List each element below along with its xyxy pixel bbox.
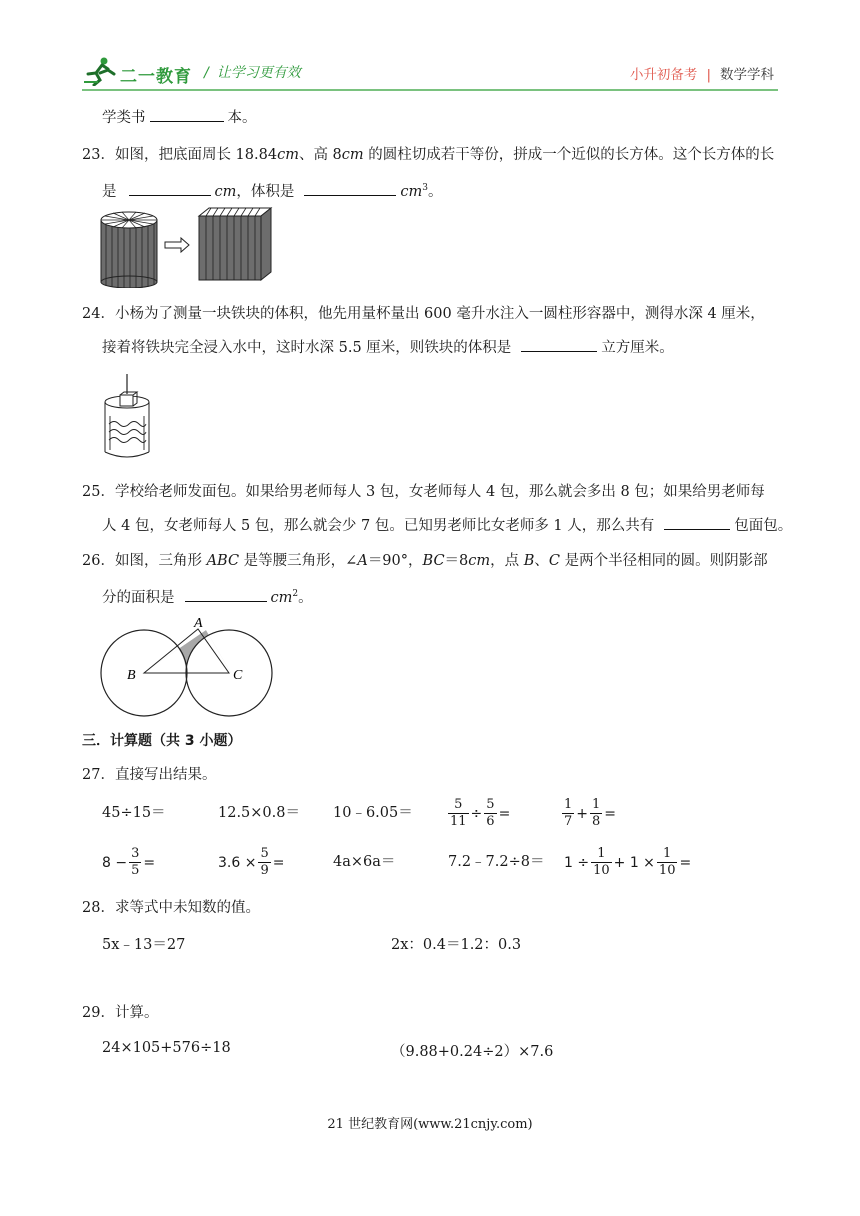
header-slogan [204, 62, 301, 82]
answer-blank[interactable] [304, 182, 396, 196]
page-header [0, 0, 860, 100]
two-circles-triangle-figure [98, 610, 278, 722]
slogan-slash: / [204, 65, 209, 81]
slogan-text: 让学习更有效 [216, 65, 301, 81]
calc-item: 12.5×0.8＝ [218, 805, 300, 821]
calc-fraction-item: 3.6 × $\frac{5}{9}$ = [218, 846, 285, 878]
exam-tag: 小升初备考 [629, 67, 698, 83]
q24-line2: 接着将铁块完全浸入水中，这时水深 5.5 厘米，则铁块的体积是 立方厘米。 [102, 340, 674, 356]
calc-item: 7.2﹣7.2÷8＝ [448, 854, 545, 870]
equation-1: 5x﹣13＝27 [102, 937, 186, 953]
q28-prompt: 28．求等式中未知数的值。 [82, 900, 260, 916]
calc-item: 45÷15＝ [102, 805, 166, 821]
header-tags [630, 63, 774, 83]
page-footer: 21 世纪教育网(www.21cnjy.com) [327, 1117, 533, 1132]
arrow-right-icon [165, 238, 189, 252]
expression-1: 24×105+576÷18 [102, 1040, 231, 1056]
calc-fraction-item: $\frac{1}{7}$ + $\frac{1}{8}$ = [564, 797, 617, 829]
answer-blank[interactable] [150, 108, 224, 122]
cylinder-shape [101, 212, 157, 288]
expression-2: （9.88+0.24÷2）×7.6 [391, 1044, 554, 1060]
header-divider [82, 89, 778, 91]
label-c: C [233, 668, 243, 683]
q29-prompt: 29．计算。 [82, 1005, 159, 1021]
q22-tail: 学类书 本。 [102, 110, 257, 126]
section-title: 三．计算题（共 3 小题） [82, 733, 242, 749]
answer-blank[interactable] [129, 182, 211, 196]
container-with-iron-block-figure [100, 372, 160, 464]
q24-line1: 24．小杨为了测量一块铁块的体积，他先用量杯量出 600 毫升水注入一圆柱形容器中，测得水深 4 厘米， [82, 306, 765, 322]
logo-text: 二一教育 [120, 67, 192, 87]
q27-prompt: 27．直接写出结果。 [82, 767, 217, 783]
answer-blank[interactable] [664, 516, 730, 530]
calc-item: 10﹣6.05＝ [333, 805, 413, 821]
q26-line1: 26．如图，三角形 ABC 是等腰三角形，∠A＝90°，BC＝8cm，点 B、C 是两个半径相同的圆。则阴影部 [82, 553, 768, 569]
equation-2: 2x：0.4＝1.2：0.3 [391, 937, 522, 953]
answer-blank[interactable] [521, 338, 597, 352]
q25-line1: 25．学校给老师发面包。如果给男老师每人 3 包，女老师每人 4 包，那么就会多出 8 包；如果给男老师每 [82, 484, 765, 500]
cylinder-to-cuboid-figure [99, 206, 279, 288]
calc-fraction-item: $\frac{5}{11}$ ÷ $\frac{5}{6}$ = [450, 797, 511, 829]
subject-tag: 数学学科 [720, 67, 774, 83]
q26-line2: 分的面积是 $cm^2$。 [102, 589, 313, 606]
calc-fraction-item: 8 − $\frac{3}{5}$ = [102, 846, 156, 878]
calc-item: 4a×6a＝ [333, 854, 396, 870]
calc-fraction-item: 1 ÷ $\frac{1}{10}$ + 1 × $\frac{1}{10}$ = [564, 846, 692, 878]
q23-line1: 23．如图，把底面周长 18.84cm、高 8cm 的圆柱切成若干等份，拼成一个近似的长方体。这个长方体的长 [82, 147, 775, 163]
label-a: A [194, 616, 203, 631]
q23-line2: 是 cm，体积是 $cm^3$。 [102, 183, 443, 200]
shaded-region [98, 610, 278, 722]
tag-separator: | [706, 67, 711, 83]
answer-blank[interactable] [185, 588, 267, 602]
label-b: B [127, 668, 136, 683]
cuboid-shape [199, 208, 271, 280]
q25-line2: 人 4 包，女老师每人 5 包，那么就会少 7 包。已知男老师比女老师多 1 人，那么共有 包面包。 [102, 518, 793, 534]
logo-runner-icon [82, 56, 122, 86]
